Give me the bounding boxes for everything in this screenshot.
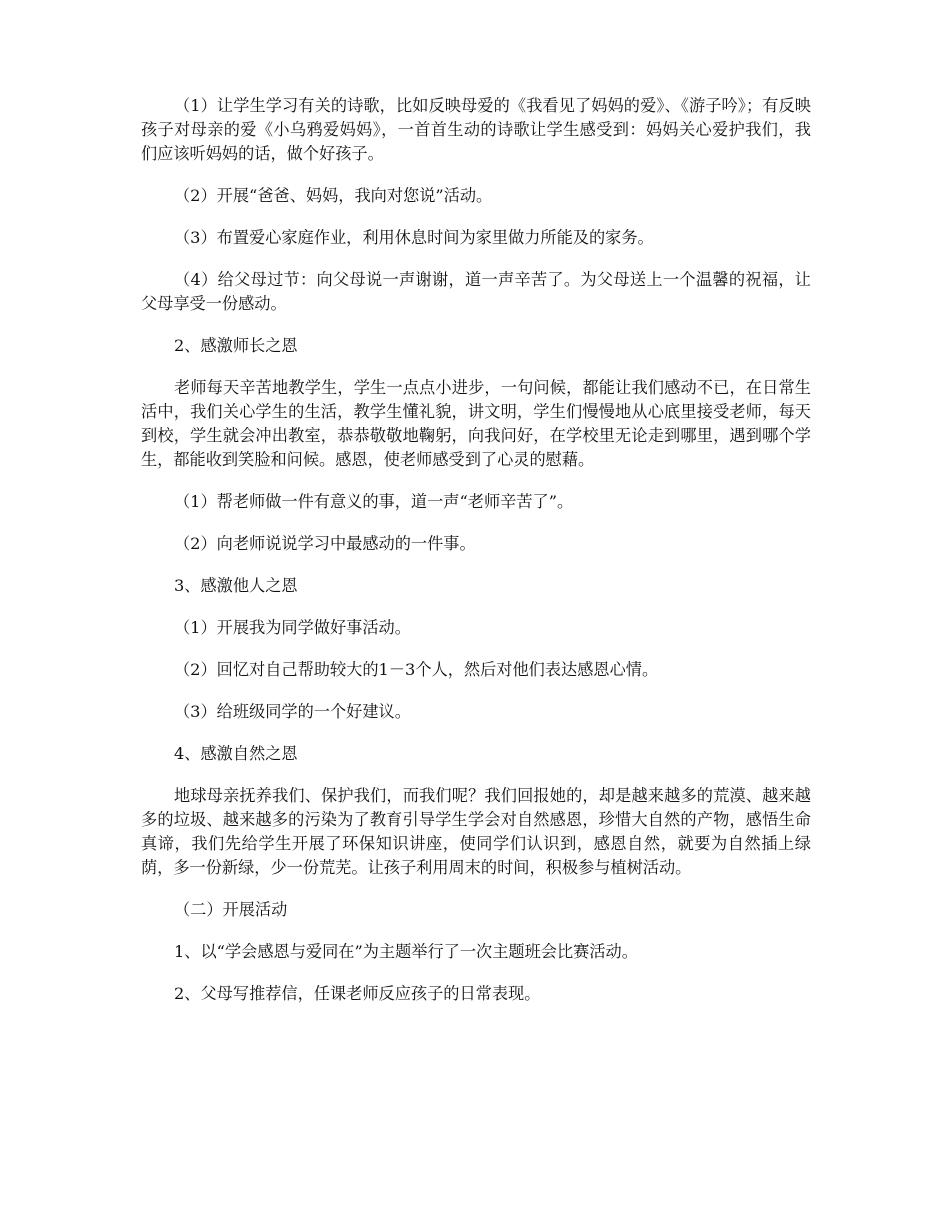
paragraph-nature: 地球母亲抚养我们、保护我们，而我们呢？我们回报她的，却是越来越多的荒漠、越来越多的垃圾、越来越多的污染为了教育引导学生学会对自然感恩，珍惜大自然的产物，感悟生命真谛，我们先给学生开展了环保知识讲座，使同学们认识到，感恩自然，就要为自然插上绿荫，多一份新绿，少一份荒芜。让孩子利用周末的时间，积极参与植树活动。 <box>141 786 811 877</box>
paragraph-teacher-task-2: （2）向老师说说学习中最感动的一件事。 <box>174 534 476 553</box>
paragraph-others-task-2: （2）回忆对自己帮助较大的1－3个人，然后对他们表达感恩心情。 <box>174 660 659 679</box>
paragraph-teacher-task-1: （1）帮老师做一件有意义的事，道一声“老师辛苦了”。 <box>174 492 574 511</box>
section-heading-activities: （二）开展活动 <box>174 900 288 919</box>
section-heading-others: 3、感激他人之恩 <box>174 576 298 595</box>
paragraph-teachers: 老师每天辛苦地教学生，学生一点点小进步，一句问候，都能让我们感动不已，在日常生活中，我们关心学生的生活，教学生懂礼貌，讲文明，学生们慢慢地从心底里接受老师，每天到校，学生就会冲出教室，恭恭敬敬地鞠躬，向我问好，在学校里无论走到哪里，遇到哪个学生，都能收到笑脸和问候。感恩，使老师感受到了心灵的慰藉。 <box>141 378 811 469</box>
paragraph-activity-2: 2、父母写推荐信，任课老师反应孩子的日常表现。 <box>174 984 541 1003</box>
paragraph-activity-1: 1、以“学会感恩与爱同在”为主题举行了一次主题班会比赛活动。 <box>174 942 638 961</box>
section-heading-teachers: 2、感激师长之恩 <box>174 336 298 355</box>
document-body <box>141 94 811 1024</box>
paragraph-talk-activity: （2）开展“爸爸、妈妈，我向对您说”活动。 <box>174 186 493 205</box>
paragraph-homework: （3）布置爱心家庭作业，利用休息时间为家里做力所能及的家务。 <box>174 228 654 247</box>
paragraph-poems: （1）让学生学习有关的诗歌，比如反映母爱的《我看见了妈妈的爱》、《游子吟》；有反映孩子对母亲的爱《小乌鸦爱妈妈》，一首首生动的诗歌让学生感受到：妈妈关心爱护我们，我们应该听妈妈的话，做个好孩子。 <box>141 96 811 163</box>
paragraph-parents-festival: （4）给父母过节：向父母说一声谢谢，道一声辛苦了。为父母送上一个温馨的祝福，让父母享受一份感动。 <box>141 270 811 313</box>
section-heading-nature: 4、感激自然之恩 <box>174 744 298 763</box>
paragraph-others-task-3: （3）给班级同学的一个好建议。 <box>174 702 411 721</box>
paragraph-others-task-1: （1）开展我为同学做好事活动。 <box>174 618 411 637</box>
